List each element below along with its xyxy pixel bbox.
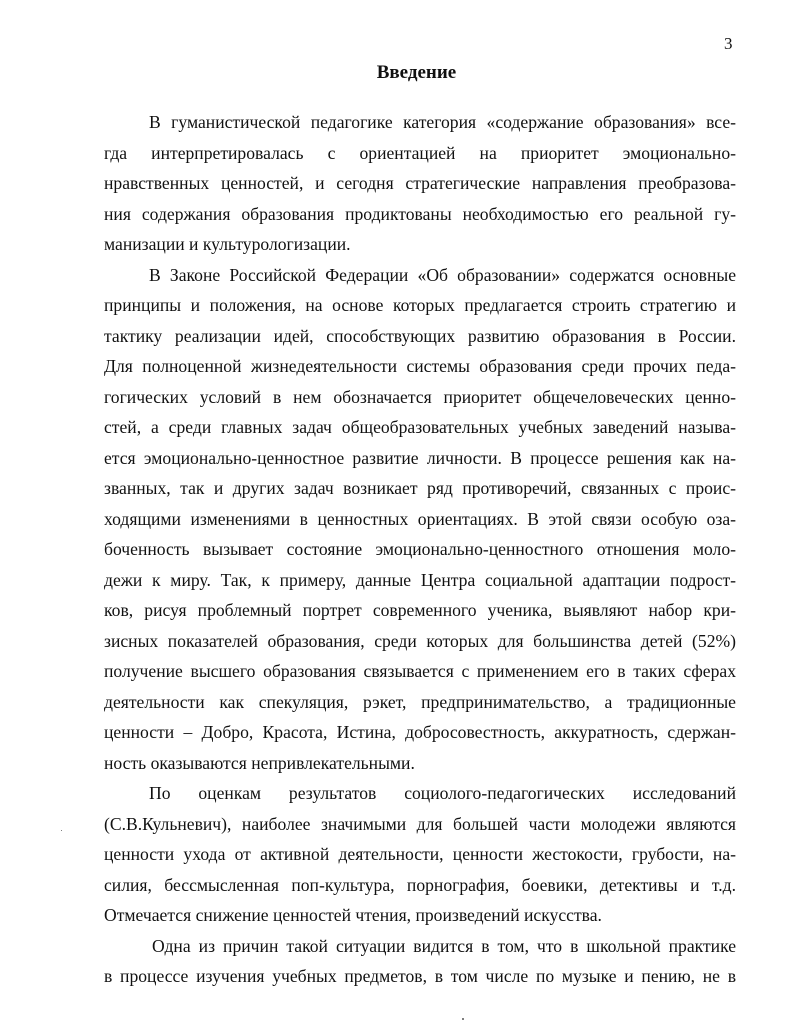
text-line: зисных показателей образования, среди которых для большинства детей (52%) bbox=[104, 630, 736, 651]
text-line: ценности ухода от активной деятельности, ценности жестокости, грубости, на- bbox=[104, 844, 736, 864]
paragraph bbox=[104, 931, 736, 992]
text-line: ценности – Добро, Красота, Истина, добросовестность, аккуратность, сдержан- bbox=[104, 722, 736, 742]
text-line: в процессе изучения учебных предметов, в том числе по музыке и пению, не в bbox=[104, 966, 736, 986]
text-line: тактику реализации идей, способствующих развитию образования в России. bbox=[104, 325, 736, 346]
page-number: 3 bbox=[724, 34, 733, 53]
text-line: Для полноценной жизнедеятельности системы образования среди прочих педа- bbox=[104, 356, 736, 376]
text-line: манизации и культурологизации. bbox=[104, 234, 351, 254]
text-line: ков, рисуя проблемный портрет современного ученика, выявляют набор кри- bbox=[104, 600, 736, 620]
body-text bbox=[104, 107, 736, 992]
paragraph bbox=[104, 107, 736, 260]
text-line: боченность вызывает состояние эмоционально-ценностного отношения моло- bbox=[104, 539, 736, 559]
text-line: (С.В.Кульневич), наиболее значимыми для большей части молодежи являются bbox=[104, 813, 736, 834]
text-line: нравственных ценностей, и сегодня стратегические направления преобразова- bbox=[104, 173, 736, 193]
text-line: получение высшего образования связывается с применением его в таких сферах bbox=[104, 661, 736, 681]
text-line: По оценкам результатов социолого-педагогических исследований bbox=[149, 783, 736, 803]
text-line: гогических условий в нем обозначается приоритет общечеловеческих ценно- bbox=[104, 386, 736, 407]
paragraph bbox=[104, 778, 736, 931]
text-line: Отмечается снижение ценностей чтения, произведений искусства. bbox=[104, 905, 602, 925]
text-line: стей, а среди главных задач общеобразовательных учебных заведений называ- bbox=[104, 417, 736, 437]
text-line: Одна из причин такой ситуации видится в том, что в школьной практике bbox=[152, 935, 736, 956]
text-line: ность оказываются непривлекательными. bbox=[104, 752, 415, 773]
text-line: В Законе Российской Федерации «Об образовании» содержатся основные bbox=[149, 264, 736, 285]
text-line: принципы и положения, на основе которых предлагается строить стратегию и bbox=[104, 295, 736, 315]
text-line: званных, так и других задач возникает ряд противоречий, связанных с проис- bbox=[104, 478, 736, 498]
text-line: ется эмоционально-ценностное развитие личности. В процессе решения как на- bbox=[104, 447, 736, 468]
text-line: ходящими изменениями в ценностных ориентациях. В этой связи особую оза- bbox=[104, 508, 736, 529]
text-line: ния содержания образования продиктованы необходимостью его реальной гу- bbox=[104, 203, 736, 224]
page-title: Введение bbox=[376, 62, 457, 83]
scan-speck bbox=[61, 830, 62, 831]
scan-speck bbox=[462, 1018, 464, 1020]
text-line: гда интерпретировалась с ориентацией на приоритет эмоционально- bbox=[104, 142, 736, 163]
text-line: дежи к миру. Так, к примеру, данные Центра социальной адаптации подрост- bbox=[104, 569, 736, 590]
text-line: деятельности как спекуляция, рэкет, предпринимательство, а традиционные bbox=[104, 691, 736, 712]
paragraph bbox=[104, 260, 736, 779]
text-line: силия, бессмысленная поп-культура, порнография, боевики, детективы и т.д. bbox=[104, 874, 736, 895]
text-line: В гуманистической педагогике категория «содержание образования» все- bbox=[149, 112, 736, 132]
